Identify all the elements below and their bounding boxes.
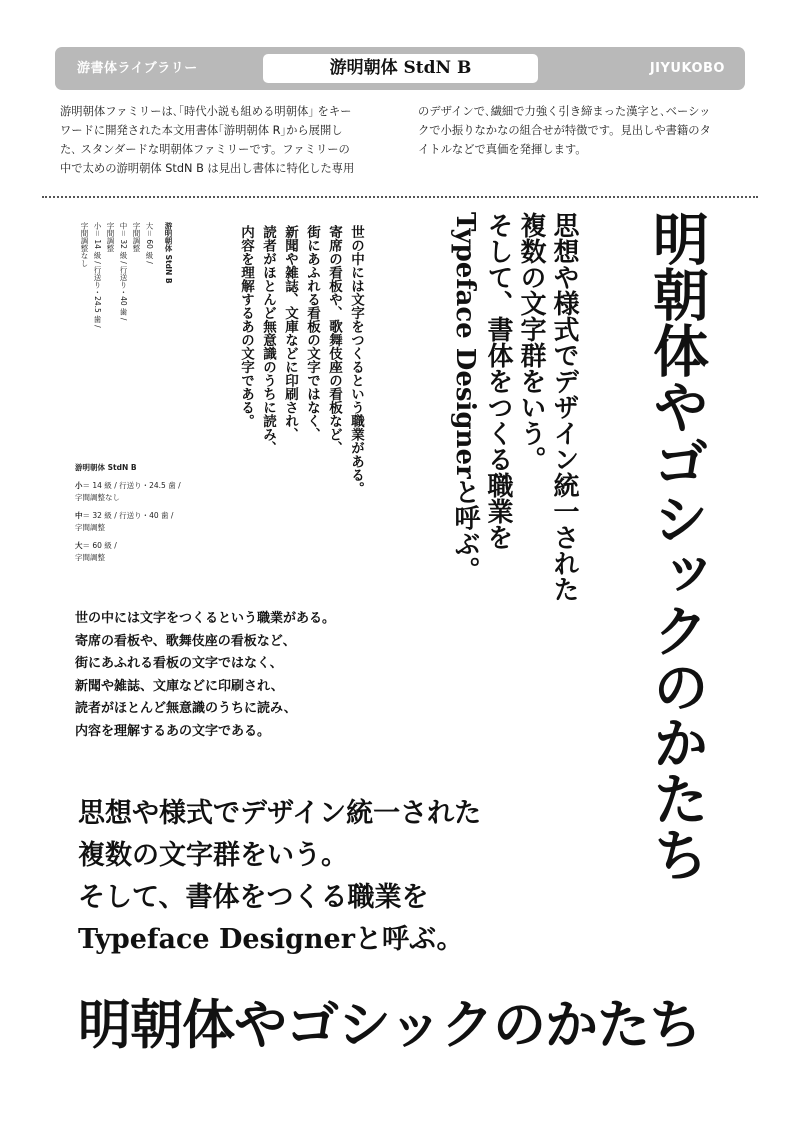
- sample-line: そして、書体をつくる職業を: [78, 882, 429, 913]
- sample-medium-vertical: [448, 212, 580, 602]
- spec-size-label: 中: [75, 511, 83, 520]
- intro-line: のデザインで､繊細で力強く引き締まった漢字と､ベーシッ: [418, 105, 711, 118]
- spec-line: 中＝ 32 級 / 行送り・40 歯 /: [119, 222, 128, 321]
- spec-group-medium: [75, 510, 181, 534]
- sample-line: 世の中には文字をつくるという職業がある。: [348, 225, 364, 495]
- spec-caption-vertical: [78, 222, 175, 328]
- spec-line: 大＝ 60 級 /: [145, 222, 154, 264]
- sample-line: 読者がほとんど無意識のうちに読み、: [75, 701, 297, 716]
- sample-line: Typeface Designerと呼ぶ。: [78, 924, 464, 955]
- sample-line: 内容を理解するあの文字である。: [75, 723, 271, 739]
- sample-line: 複数の文字群をいう。: [516, 212, 546, 472]
- library-label: 游書体ライブラリー: [77, 61, 198, 76]
- spec-size-value: ＝ 60 級 /: [82, 541, 117, 550]
- sample-line: Typeface Designerと呼ぶ。: [450, 212, 480, 583]
- spec-group-large: [75, 540, 181, 564]
- spec-line: 字間調整: [106, 222, 115, 252]
- spec-size-label: 大: [75, 541, 83, 550]
- spec-note: 字間調整: [75, 553, 105, 562]
- dotted-divider: [42, 196, 758, 198]
- spec-title: 游明朝体 StdN B: [75, 463, 137, 472]
- sample-small-vertical: [235, 225, 367, 495]
- font-name-title: 游明朝体 StdN B: [263, 54, 538, 83]
- spec-caption-horizontal: [75, 462, 181, 570]
- spec-line: 字間調整: [132, 222, 141, 252]
- intro-text-left: [60, 102, 390, 178]
- header-bar: [55, 47, 745, 90]
- intro-line: イトルなどで真価を発揮します。: [418, 143, 587, 156]
- sample-line: 寄席の看板や、歌舞伎座の看板など、: [75, 633, 296, 649]
- spec-title: 游明朝体 StdN B: [164, 222, 173, 284]
- sample-large-vertical: 明朝体やゴシックのかたち: [644, 210, 710, 882]
- spec-size-label: 小: [75, 481, 83, 490]
- intro-line: 中で太めの游明朝体 StdN B は見出し書体に特化した専用: [60, 162, 355, 175]
- sample-line: 世の中には文字をつくるという職業がある。: [75, 611, 336, 626]
- sample-line: 街にあふれる看板の文字ではなく、: [75, 656, 283, 671]
- sample-line: 思想や様式でデザイン統一された: [78, 798, 482, 829]
- sample-large-horizontal: 明朝体やゴシックのかたち: [78, 994, 701, 1056]
- intro-line: クで小振りなかなの組合せが特徴です。見出しや書籍のタ: [418, 124, 711, 137]
- sample-line: 寄席の看板や、歌舞伎座の看板など、: [326, 225, 342, 455]
- sample-small-horizontal: [75, 608, 335, 743]
- spec-note: 字間調整: [75, 523, 105, 532]
- sample-line: 複数の文字群をいう。: [78, 840, 348, 871]
- brand-label: JIYUKOBO: [649, 61, 725, 76]
- sample-line: 読者がほとんど無意識のうちに読み、: [260, 225, 276, 455]
- spec-note: 字間調整なし: [75, 493, 120, 502]
- spec-size-value: ＝ 32 級 / 行送り・40 歯 /: [82, 511, 174, 520]
- intro-line: た､ スタンダードな明朝体ファミリーです。ファミリーの: [60, 143, 350, 156]
- sample-line: 新聞や雑誌、文庫などに印刷され、: [282, 225, 298, 441]
- spec-size-value: ＝ 14 級 / 行送り・24.5 歯 /: [82, 481, 181, 490]
- intro-line: 游明朝体ファミリーは､｢時代小説も組める明朝体｣ をキー: [60, 105, 352, 118]
- intro-line: ワードに開発された本文用書体｢游明朝体 R｣から展開し: [60, 124, 343, 137]
- sample-line: 新聞や雑誌、文庫などに印刷され、: [75, 678, 284, 694]
- sample-line: 街にあふれる看板の文字ではなく、: [304, 225, 320, 441]
- sample-line: 内容を理解するあの文字である。: [238, 225, 254, 428]
- spec-line: 小＝ 14 級 / 行送り・24.5 歯 /: [93, 222, 102, 328]
- intro-text-right: [418, 102, 748, 159]
- sample-line: そして、書体をつくる職業を: [483, 212, 513, 550]
- sample-line: 思想や様式でデザイン統一された: [549, 212, 579, 602]
- sample-medium-horizontal: [78, 793, 481, 961]
- spec-line: 字間調整なし: [80, 222, 89, 267]
- spec-group-small: [75, 480, 181, 504]
